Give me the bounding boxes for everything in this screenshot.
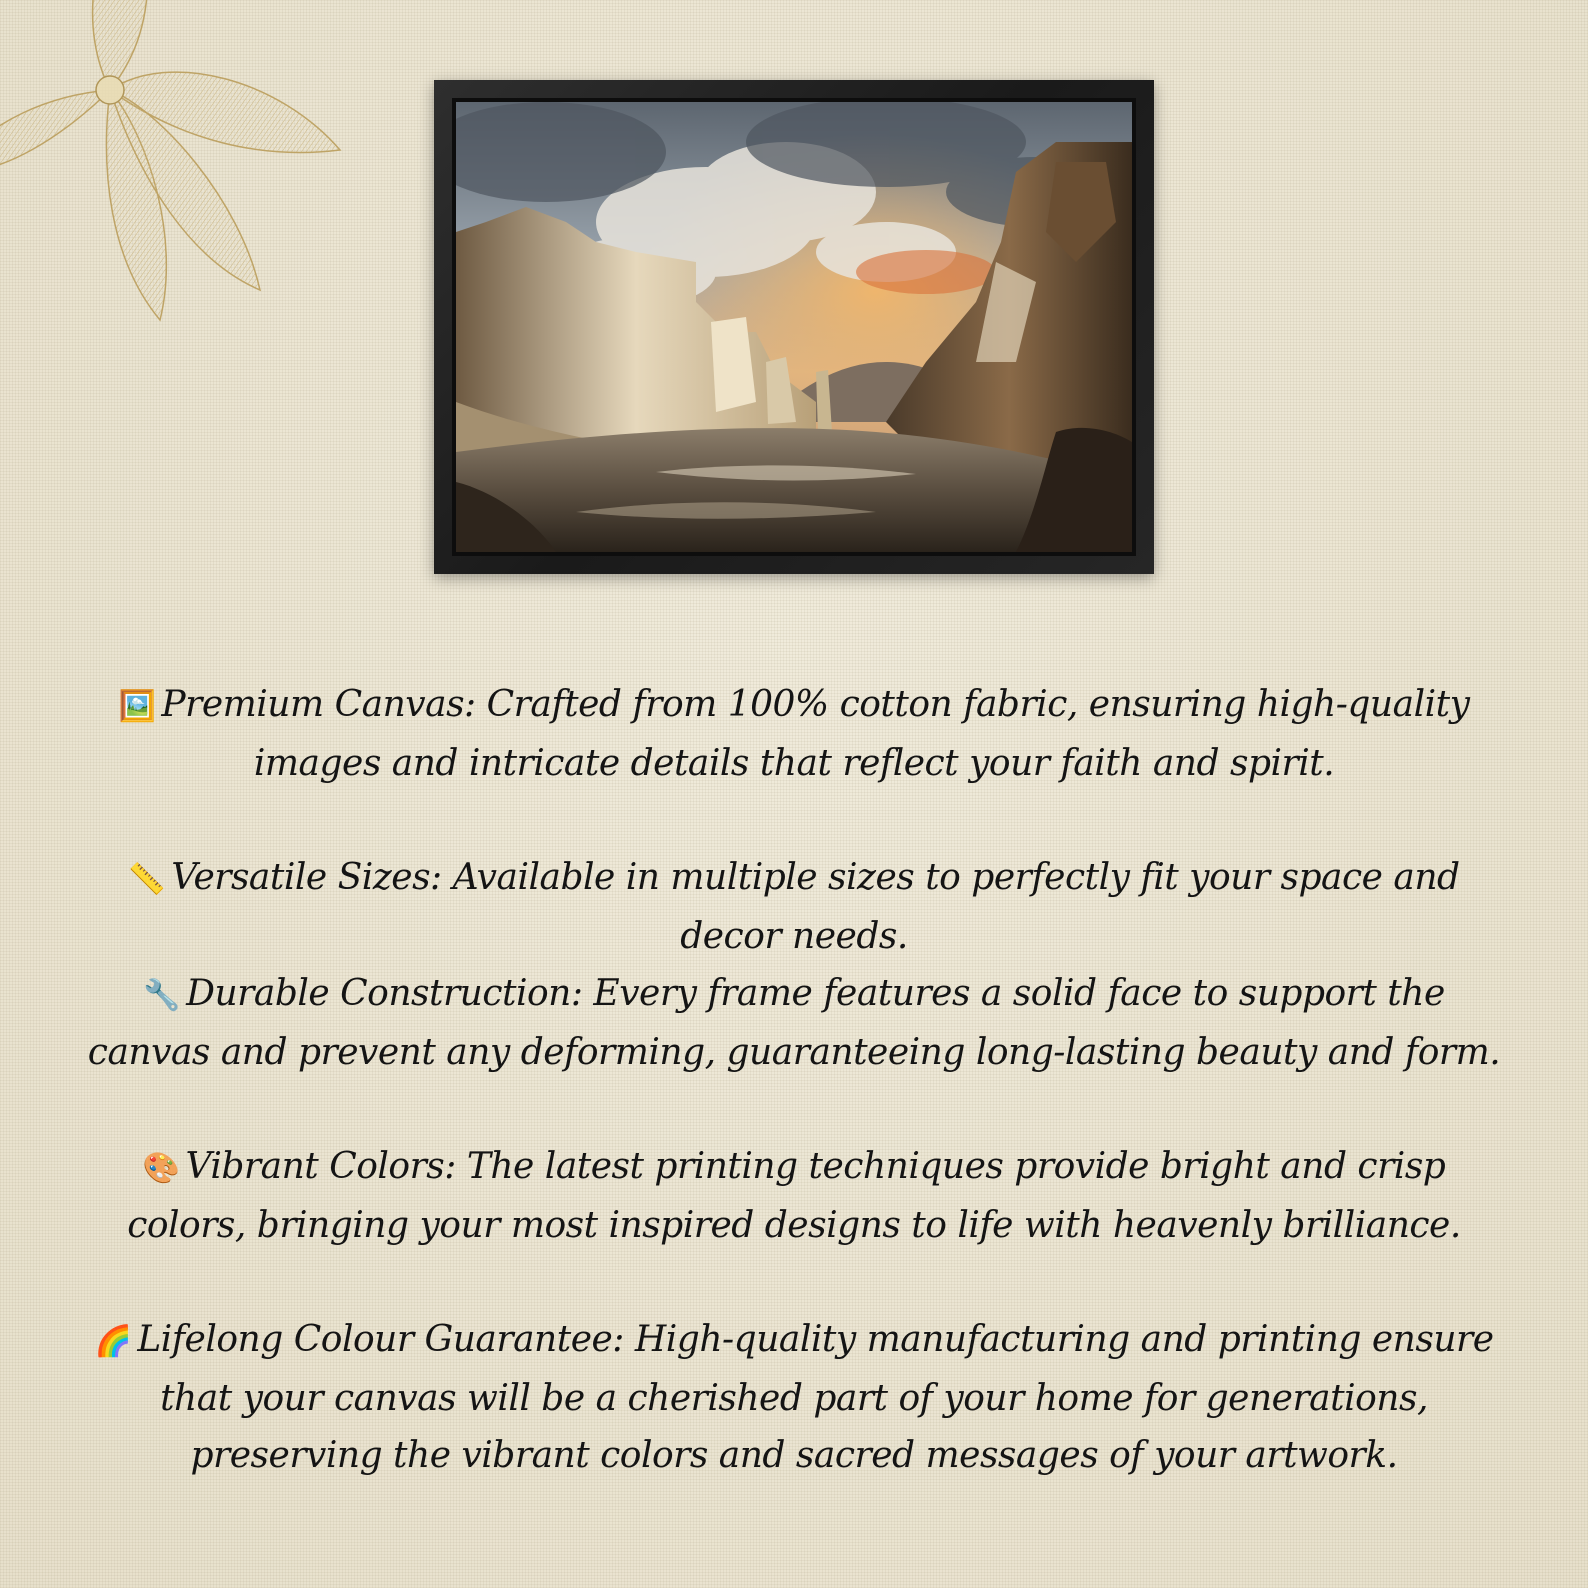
- framed-picture-icon: 🖼️: [118, 689, 156, 724]
- feature-text: Premium Canvas: Crafted from 100% cotton fabric, ensuring high-quality images and intricate details that reflect your faith and spirit.: [161, 684, 1470, 784]
- feature-vibrant-colors: [80, 1138, 1508, 1254]
- feature-lifelong-colour-guarantee: [80, 1311, 1508, 1484]
- feature-text: Lifelong Colour Guarantee: High-quality manufacturing and printing ensure that your canvas will be a cherished part of your home for generations, preserving the vibrant colors and sacred messages of your artwork.: [137, 1319, 1494, 1476]
- canyon-landscape-painting: [456, 102, 1132, 552]
- wrench-icon: 🔧: [143, 978, 181, 1013]
- feature-text: Vibrant Colors: The latest printing techniques provide bright and crisp colors, bringing your most inspired designs to life with heavenly brilliance.: [127, 1146, 1461, 1246]
- palette-icon: 🎨: [142, 1151, 180, 1186]
- decorative-flower-illustration: [0, 0, 360, 340]
- feature-text: Durable Construction: Every frame features a solid face to support the canvas and prevent any deforming, guaranteeing long-lasting beauty and form.: [87, 973, 1501, 1073]
- feature-text: Versatile Sizes: Available in multiple sizes to perfectly fit your space and decor needs.: [171, 857, 1460, 957]
- framed-canvas-product: [434, 80, 1154, 574]
- rainbow-icon: 🌈: [94, 1324, 132, 1359]
- feature-versatile-sizes: [80, 849, 1508, 965]
- feature-durable-construction: [80, 965, 1508, 1081]
- ruler-icon: 📏: [128, 862, 166, 897]
- feature-premium-canvas: [80, 676, 1508, 792]
- product-features-list: [80, 676, 1508, 1484]
